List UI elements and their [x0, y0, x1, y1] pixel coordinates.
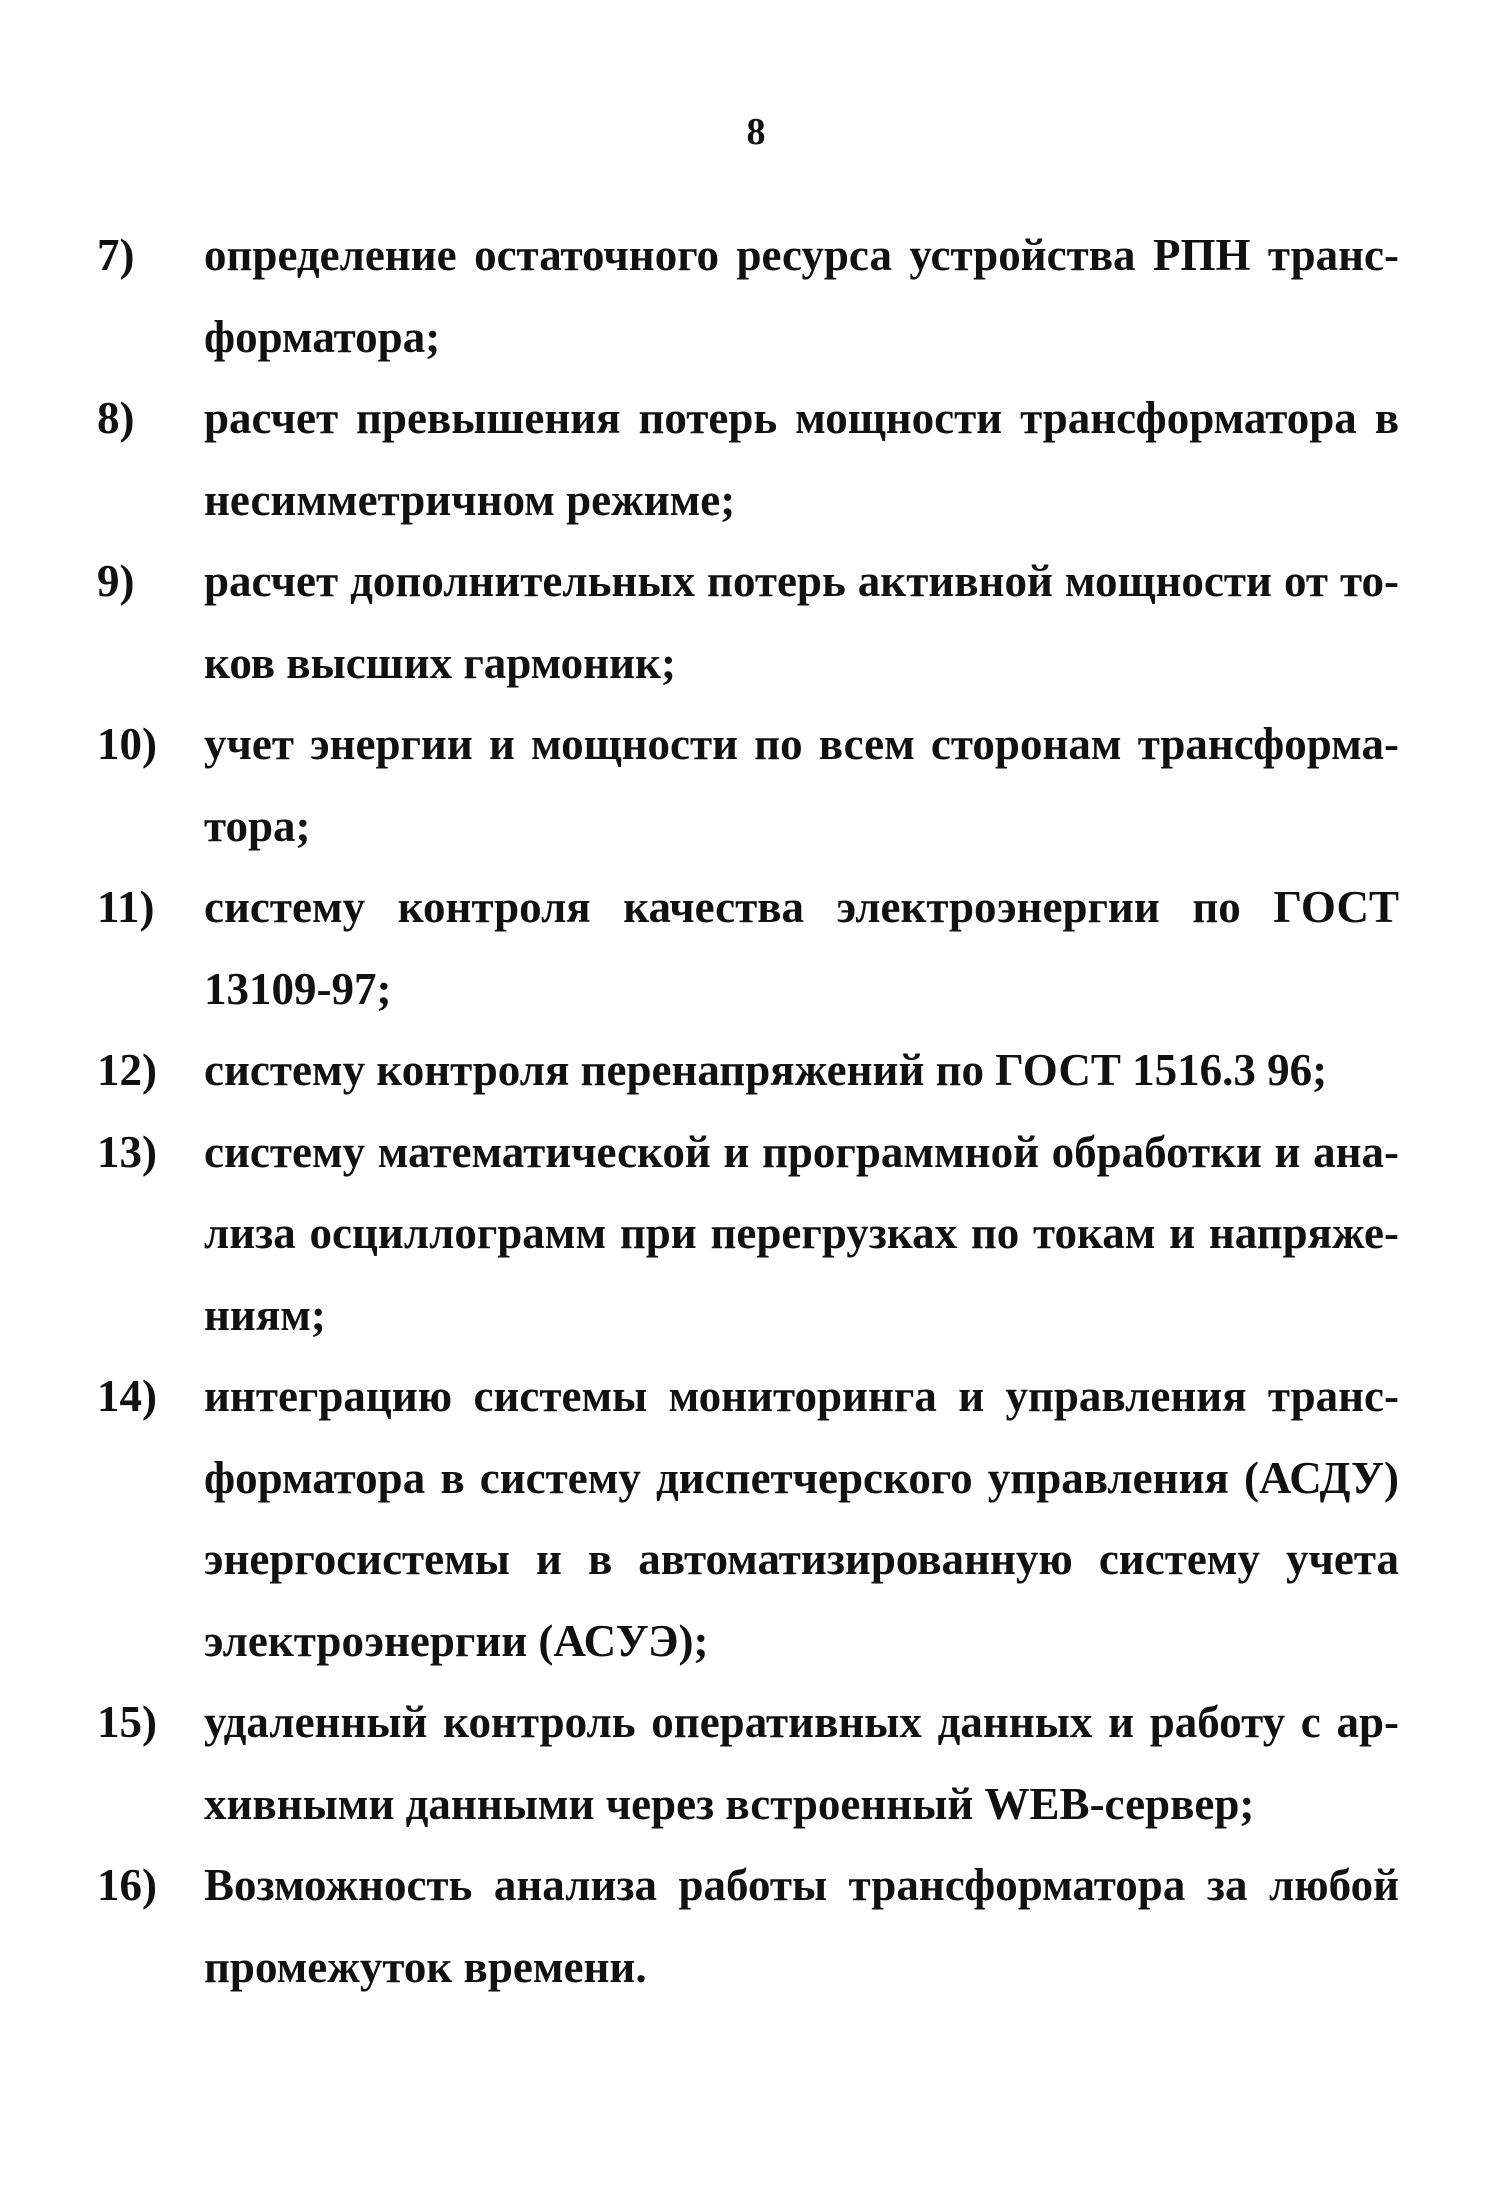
list-item-text: систему контроля качества электроэнергии по ГОСТ 13109-97;	[204, 882, 1399, 1014]
list-item-text: расчет превышения потерь мощности трансформатора в несимметричном режиме;	[204, 393, 1399, 525]
list-item-text: расчет дополнительных потерь активной мощности от то-ков высших гармоник;	[204, 556, 1399, 688]
list-item-text: удаленный контроль оперативных данных и работу с ар-хивными данными через встроенный WEB-сервер;	[204, 1697, 1399, 1829]
list-item	[0, 1112, 1512, 1357]
list-item-number: 15)	[97, 1697, 157, 1747]
list-item-number: 7)	[97, 230, 135, 280]
page-number: 8	[746, 111, 766, 153]
list-item-number: 9)	[97, 556, 135, 606]
list-item-number: 12)	[97, 1045, 157, 1095]
list-item	[0, 1030, 1512, 1112]
list-item	[0, 704, 1512, 867]
list-item	[0, 378, 1512, 541]
list-item-number: 8)	[97, 393, 135, 443]
list-item	[0, 867, 1512, 1030]
list-item-number: 16)	[97, 1860, 157, 1910]
list-item-number: 13)	[97, 1126, 157, 1177]
list-item-text: систему контроля перенапряжений по ГОСТ 1516.3 96;	[204, 1045, 1328, 1095]
list-item-number: 10)	[97, 719, 157, 769]
list-item	[0, 1682, 1512, 1845]
list-item	[0, 215, 1512, 378]
numbered-list	[0, 215, 1512, 2008]
list-item-number: 14)	[97, 1371, 157, 1421]
list-item-text: Возможность анализа работы трансформатора за любой промежуток времени.	[204, 1860, 1399, 1992]
list-item-text: систему математической и программной обработки и ана-лиза осциллограмм при перегрузках по токам и напряже-ниям;	[204, 1126, 1399, 1340]
list-item-text: определение остаточного ресурса устройства РПН транс-форматора;	[204, 230, 1399, 362]
list-item-text: учет энергии и мощности по всем сторонам трансформа-тора;	[204, 719, 1399, 851]
list-item	[0, 1845, 1512, 2008]
list-item	[0, 541, 1512, 704]
list-item	[0, 1356, 1512, 1682]
list-item-text: интеграцию системы мониторинга и управления транс-форматора в систему диспетчерского управления (АСДУ) энергосистемы и в автоматизированную систему учета электроэнергии (АСУЭ);	[204, 1371, 1399, 1666]
list-item-number: 11)	[97, 882, 155, 932]
